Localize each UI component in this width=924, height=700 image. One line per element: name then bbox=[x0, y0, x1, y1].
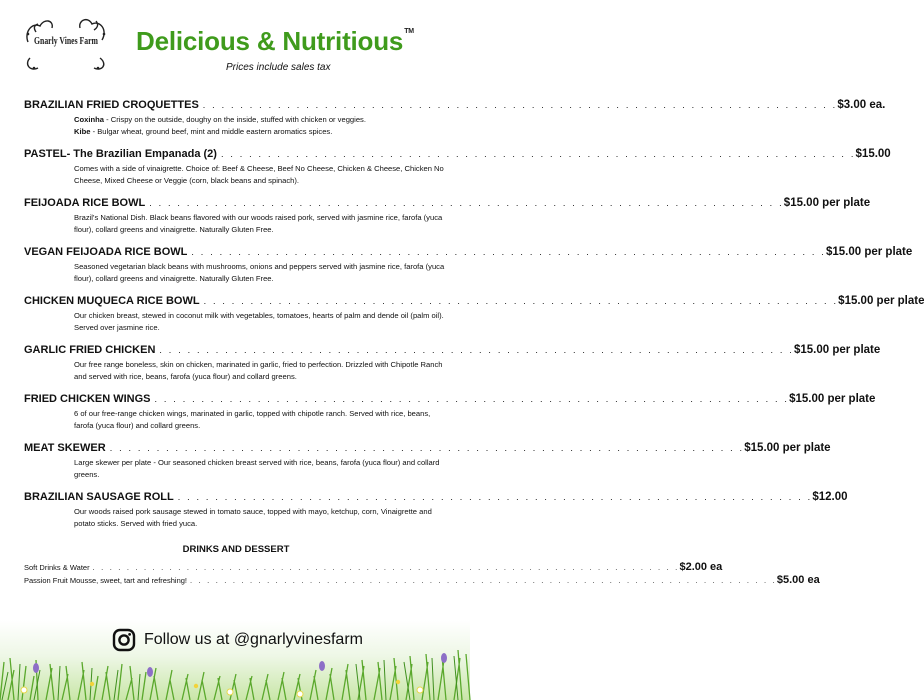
menu-list bbox=[24, 99, 924, 587]
menu-item bbox=[24, 148, 891, 187]
item-price: $15.00 per plate bbox=[783, 197, 871, 209]
menu-item bbox=[24, 393, 876, 432]
drink-price: $5.00 ea bbox=[776, 574, 820, 586]
item-description: Our free range boneless, skin on chicken, marinated in garlic, fried to perfection. Drizzled with Chipotle Ranch and served with rice, beans, farofa (yuca flour) and collard greens. bbox=[74, 360, 443, 381]
drink-price: $2.00 ea bbox=[679, 561, 723, 573]
item-name: CHICKEN MUQUECA RICE BOWL bbox=[24, 295, 200, 307]
menu-item bbox=[24, 491, 848, 530]
item-subtitle: - The Brazilian Empanada (2) bbox=[66, 148, 217, 160]
item-name: FRIED CHICKEN WINGS bbox=[24, 393, 151, 405]
item-name: MEAT SKEWER bbox=[24, 442, 106, 454]
item-name: VEGAN FEIJOADA RICE BOWL bbox=[24, 246, 188, 258]
item-description: 6 of our free-range chicken wings, marinated in garlic, topped with chipotle ranch. Served with rice, beans, farofa (yuca flour) and collard greens. bbox=[74, 409, 431, 430]
social-footer bbox=[112, 628, 363, 652]
variant-text: - Crispy on the outside, doughy on the inside, stuffed with chicken or veggies. bbox=[103, 115, 366, 124]
item-description bbox=[74, 114, 448, 138]
drink-item bbox=[24, 574, 820, 587]
menu-item bbox=[24, 197, 871, 236]
item-price: $15.00 bbox=[855, 148, 891, 160]
item-description: Comes with a side of vinaigrette. Choice of: Beef & Cheese, Beef No Cheese, Chicken & Cheese, Chicken No Cheese, Mixed Cheese or Veggie (corn, black beans and spinach). bbox=[74, 164, 444, 185]
item-description: Large skewer per plate - Our seasoned chicken breast served with rice, beans, farofa (yuca flour) and collard greens. bbox=[74, 458, 440, 479]
menu-item bbox=[24, 344, 881, 383]
variant-name: Coxinha bbox=[74, 115, 104, 124]
item-name: BRAZILIAN FRIED CROQUETTES bbox=[24, 99, 199, 111]
instagram-icon[interactable] bbox=[112, 628, 136, 652]
trademark-mark: TM bbox=[404, 28, 414, 35]
item-price: $12.00 bbox=[812, 491, 848, 503]
item-price: $15.00 per plate bbox=[825, 246, 913, 258]
item-description: Our chicken breast, stewed in coconut milk with vegetables, tomatoes, hearts of palm and dende oil (palm oil). Served over jasmine rice. bbox=[74, 311, 444, 332]
item-description: Our woods raised pork sausage stewed in tomato sauce, topped with mayo, ketchup, corn, Vinaigrette and potato sticks. Served with fried yuca. bbox=[74, 507, 432, 528]
item-price: $15.00 per plate bbox=[744, 442, 831, 454]
title-text: Delicious & Nutritious bbox=[136, 26, 404, 56]
item-name: PASTEL bbox=[24, 148, 67, 160]
item-price: $15.00 per plate bbox=[793, 344, 881, 356]
instagram-handle[interactable]: Follow us at @gnarlyvinesfarm bbox=[144, 631, 363, 648]
item-price: $15.00 per plate bbox=[838, 295, 924, 307]
variant-name: Kibe bbox=[74, 127, 91, 136]
menu-item bbox=[24, 295, 924, 334]
item-description: Brazil's National Dish. Black beans flavored with our woods raised pork, served with jasmine rice, farofa (yuca flour), collard greens and vinaigrette. Naturally Gluten Free. bbox=[74, 213, 443, 234]
drink-name: Soft Drinks & Water bbox=[24, 563, 90, 572]
price-note: Prices include sales tax bbox=[226, 62, 331, 73]
item-name: FEIJOADA RICE BOWL bbox=[24, 197, 146, 209]
page-title bbox=[136, 26, 414, 57]
item-name: GARLIC FRIED CHICKEN bbox=[24, 344, 156, 356]
drink-item bbox=[24, 561, 723, 574]
item-price: $3.00 ea. bbox=[837, 99, 886, 111]
logo-text: Gnarly Vines Farm bbox=[34, 35, 98, 47]
item-price: $15.00 per plate bbox=[789, 393, 876, 405]
menu-item bbox=[24, 99, 886, 138]
variant-text: - Bulgar wheat, ground beef, mint and middle eastern aromatics spices. bbox=[90, 127, 333, 136]
item-name: BRAZILIAN SAUSAGE ROLL bbox=[24, 491, 174, 503]
menu-item bbox=[24, 246, 913, 285]
menu-item bbox=[24, 442, 831, 481]
farm-logo bbox=[22, 12, 110, 74]
drinks-heading: DRINKS AND DESSERT bbox=[182, 544, 290, 555]
drink-name: Passion Fruit Mousse, sweet, tart and refreshing! bbox=[24, 576, 187, 585]
item-description: Seasoned vegetarian black beans with mushrooms, onions and peppers served with jasmine rice, farofa (yuca flour), collard greens and vinaigrette. Naturally Gluten Free. bbox=[74, 262, 445, 283]
